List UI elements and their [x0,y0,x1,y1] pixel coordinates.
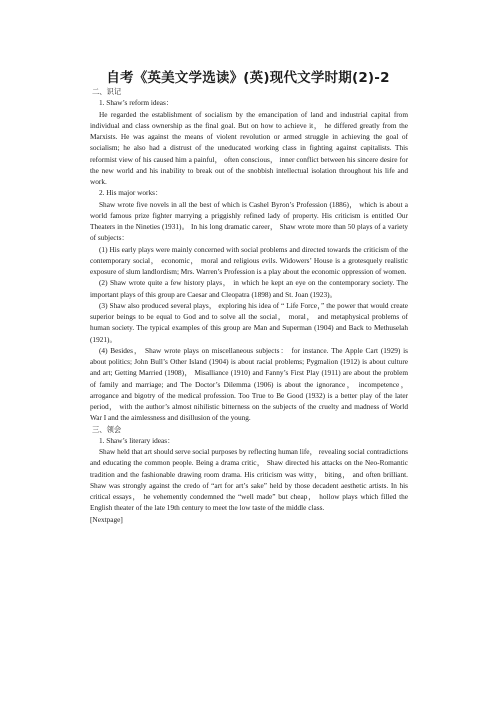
subsection-heading-reform-ideas: 1. Shaw’s reform ideas： [99,98,174,108]
section-heading-identify: 二、识记 [92,87,122,96]
section-heading-understand: 三、领会 [92,424,122,434]
paragraph-early-plays: (1) His early plays were mainly concerned with social problems and directed towards the criticism of the contemporary social， economic， moral and religious evils. Widowers’ House is a grotesquely realistic exposure of slum landlordism; Mrs. Warren’s Profession is a play about the economic oppression of women. [90,244,408,276]
paragraph-life-force-plays: (3) Shaw also produced several plays， exploring his idea of “ Life Force，” the power that would create superior beings to be equal to God and to solve all the social， moral， and metaphysical problems of human society. The typical examples of this group are Man and Superman (1904) and Back to Methuselah (1921)。 [90,300,408,344]
subsection-heading-major-works: 2. His major works： [99,188,163,198]
subsection-heading-literary-ideas: 1. Shaw’s literary ideas： [99,435,175,445]
paragraph-literary-ideas: Shaw held that art should serve social purposes by reflecting human life， revealing social contradictions and educating the common people. Being a drama critic， Shaw directed his attacks on the Neo-Romantic tradition and the fashionable drawing room drama. His criticism was witty， biting， and often brilliant. Shaw was strongly against the credo of “art for art’s sake” held by those decadent aesthetic artists. In his critical essays， he vehemently condemned the “well made” but cheap， hollow plays which filled the English theater of the late 19th century to meet the low taste of the middle class. [90,447,408,513]
paragraph-major-works-intro: Shaw wrote five novels in all the best of which is Cashel Byron’s Profession (1886)， which is about a world famous prize fighter marrying a priggishly refined lady of property. His criticism is entitled Our Theaters in the Nineties (1931)。 In his long dramatic career， Shaw wrote more than 50 plays of a variety of subjects： [90,199,408,243]
document-body [90,86,408,525]
document-title: 自考《英美文学选读》(英)现代文学时期(2)-2 [106,70,390,86]
paragraph-miscellaneous-plays: (4) Besides， Shaw wrote plays on miscellaneous subjects： for instance. The Apple Cart (1929) is about politics; John Bull’s Other Island (1904) is about racial problems; Pygmalion (1912) is about culture and art; Getting Married (1908)， Misalliance (1910) and Fanny’s First Play (1911) are about the problem of family and marriage; and The Doctor’s Dilemma (1906) is about the ignorance， incompetence， arrogance and bigotry of the medical profession. Too True to Be Good (1932) is a better play of the later period， with the author’s almost nihilistic bitterness on the subjects of the cruelty and madness of World War I and the aimlessness and disillusion of the young. [90,345,408,423]
next-page-marker[interactable]: [Nextpage] [90,514,123,524]
paragraph-history-plays: (2) Shaw wrote quite a few history plays， in which he kept an eye on the contemporary society. The important plays of this group are Caesar and Cleopatra (1898) and St. Joan (1923)。 [90,278,408,299]
paragraph-reform-ideas: He regarded the establishment of socialism by the emancipation of land and industrial capital from individual and class ownership as the final goal. But on how to achieve it， he differed greatly from the Marxists. He was against the means of violent revolution or armed struggle in achieving the goal of socialism; he also had a distrust of the uneducated working class in fighting against capitalists. This reformist view of his caused him a painful， often conscious， inner conflict between his sincere desire for the new world and his inability to break out of the snobbish intellectual isolation throughout his life and work. [90,109,408,186]
